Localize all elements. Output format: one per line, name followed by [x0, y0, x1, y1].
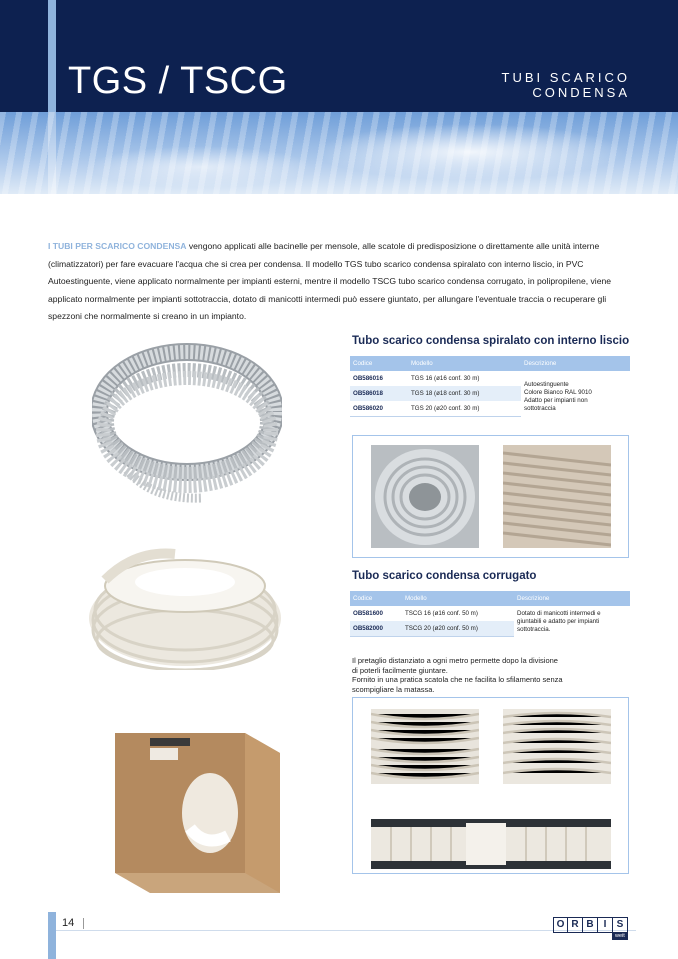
- description-line: sottotraccia.: [517, 626, 551, 633]
- col-header-description: Descrizione: [521, 356, 630, 371]
- tube-exterior-photo: [503, 445, 611, 548]
- subtitle-line-1: TUBI SCARICO: [501, 70, 630, 85]
- page-subtitle: [502, 70, 630, 100]
- page-title: TGS / TSCG: [68, 60, 288, 102]
- spec-table-corrugated: [350, 591, 630, 637]
- logo-letter: S: [613, 917, 628, 933]
- page-number: 14: [62, 917, 75, 929]
- col-header-code: Codice: [350, 591, 402, 606]
- cell-description: [521, 371, 630, 416]
- cell-code: OB586016: [353, 375, 383, 382]
- tube-joint-photo: [371, 819, 611, 869]
- spiral-tube-coil-image: [92, 340, 282, 505]
- header-accent-stripe: [48, 0, 56, 112]
- note-line: scompigliare la matassa.: [352, 684, 435, 694]
- col-header-description: Descrizione: [514, 591, 630, 606]
- logo-letter: R: [568, 917, 583, 933]
- col-header-model: Modello: [408, 356, 521, 371]
- cell-code: OB582000: [350, 621, 402, 636]
- description-line: Colore Bianco RAL 9010: [524, 389, 592, 396]
- cell-description: [514, 606, 630, 636]
- packaging-box-image: [110, 718, 285, 898]
- cell-model: TGS 16 (ø16 conf. 30 m): [411, 375, 480, 382]
- note-line: di poterli facilmente giuntare.: [352, 665, 448, 675]
- col-header-model: Modello: [402, 591, 514, 606]
- description-line: Autoestinguente: [524, 381, 569, 388]
- corrugated-tube-photo-1: [371, 709, 479, 784]
- cell-model: TSCG 16 (ø16 conf. 50 m): [405, 610, 478, 617]
- cell-model: TGS 20 (ø20 conf. 30 m): [408, 401, 521, 416]
- description-line: sottotraccia: [524, 405, 556, 412]
- footer-divider: [56, 930, 636, 931]
- cell-model: TSCG 20 (ø20 conf. 50 m): [402, 621, 514, 636]
- col-header-code: Codice: [350, 356, 408, 371]
- tube-interior-photo: [371, 445, 479, 548]
- logo-subtitle: weit: [612, 933, 628, 940]
- banner-accent-stripe: [48, 112, 56, 194]
- note-line: Il pretaglio distanziato a ogni metro permette dopo la divisione: [352, 656, 558, 665]
- footer-accent-stripe: [48, 912, 56, 959]
- spec-table-spiral: [350, 356, 630, 417]
- cell-code: OB586018: [350, 386, 408, 401]
- header-banner-image: [0, 112, 678, 194]
- table-row: [350, 371, 630, 386]
- orbis-logo: [553, 917, 628, 933]
- subtitle-line-2: CONDENSA: [532, 85, 630, 100]
- description-line: Adatto per impianti non: [524, 397, 588, 404]
- description-line: Dotato di manicotti intermedi e: [517, 610, 601, 617]
- corrugated-tube-coil-image: [85, 540, 285, 670]
- section-title-corrugated: Tubo scarico condensa corrugato: [352, 570, 537, 582]
- page-number-separator: [83, 918, 84, 929]
- note-line: Fornito in una pratica scatola che ne facilita lo sfilamento senza: [352, 675, 563, 684]
- corrugated-note: [352, 656, 632, 694]
- description-line: giuntabili e adatto per impianti: [517, 618, 600, 625]
- corrugated-tube-photo-2: [503, 709, 611, 784]
- intro-highlight: I TUBI PER SCARICO CONDENSA: [48, 241, 187, 251]
- logo-letter: O: [553, 917, 568, 933]
- logo-letter: I: [598, 917, 613, 933]
- cell-code: OB581600: [353, 610, 383, 617]
- spiral-tube-detail-photos: [352, 435, 629, 558]
- intro-text: vengono applicati alle bacinelle per mensole, alle scatole di predisposizione o direttamente alle unità interne (climatizzatori) per fare evacuare l'acqua che si crea per condensa. Il modello TGS tubo scarico condensa spiralato con interno liscio, in PVC Autoestinguente, viene applicato normalmente per impianti esterni, mentre il modello TSCG tubo scarico condensa corrugato, in polipropilene, viene applicato normalmente per impianti sottotraccia, dotato di manicotti intermedi può essere giuntato, per allungare l'eventuale traccia o recuperare gli spezzoni che normalmente si creano in un impianto.: [48, 241, 612, 321]
- cell-model: TGS 18 (ø18 conf. 30 m): [408, 386, 521, 401]
- logo-letter: B: [583, 917, 598, 933]
- intro-paragraph: [48, 238, 633, 326]
- corrugated-tube-detail-photos: [352, 697, 629, 874]
- table-row: [350, 606, 630, 621]
- cell-code: OB586020: [350, 401, 408, 416]
- section-title-spiral: Tubo scarico condensa spiralato con interno liscio: [352, 335, 630, 347]
